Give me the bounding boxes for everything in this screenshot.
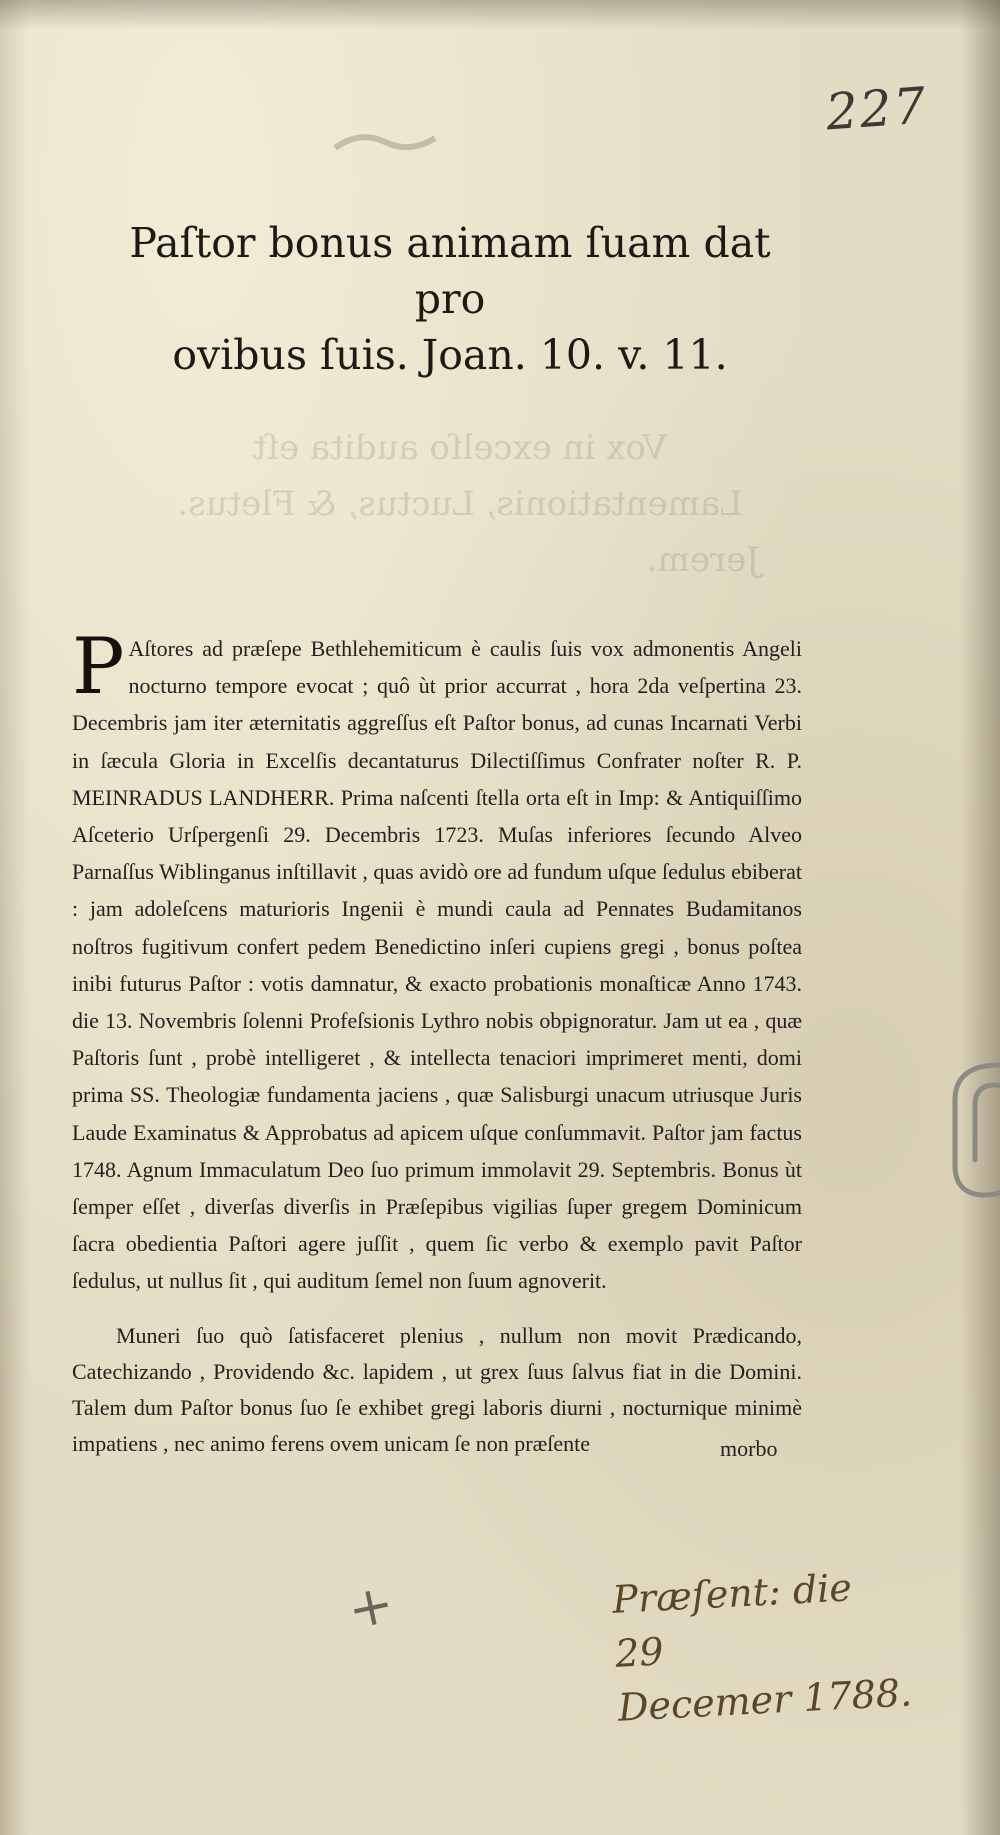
show-through-line-1: Vox in excelſo audita eſt (252, 428, 668, 468)
title-line-1: Paſtor bonus animam ſuam dat pro (129, 219, 771, 323)
note-line-2: Decemer 1788. (616, 1670, 914, 1730)
page-title (100, 215, 800, 383)
show-through-line-2: Lamentationis, Luctus, & Fletus. (177, 484, 743, 524)
page-edge-shadow (0, 0, 1000, 30)
paragraph-1-text: Aſtores ad præſepe Bethlehemiticum è caulis ſuis vox admonentis Angeli nocturno tempore evocat ; quô ùt prior accurrat , hora 2da veſpertina 23. Decembris jam iter æternitatis aggreſſus eſt Paſtor bonus, ad cunas Incarnati Verbi in ſæcula Gloria in Excelſis decantaturus Dilectiſſimus Confrater noſter R. P. MEINRADUS LANDHERR. Prima naſcenti ſtella orta eſt in Imp: & Antiquiſſimo Aſceterio Urſpergenſi 29. Decembris 1723. Muſas inferiores ſecundo Alveo Parnaſſus Wiblinganus inſtillavit , quas avidò ore ad fundum uſque ſedulus ebiberat : jam adoleſcens maturioris Ingenii è mundi caula ad Pennates Budamitanos noſtros fugitivum confert pedem Benedictino inſeri cupiens gregi , bonus poſtea inibi futurus Paſtor : votis damnatur, & exacto probationis monaſticæ Anno 1743. die 13. Novembris ſolenni Profeſsionis Lythro nobis obpignoratur. Jam ut ea , quæ Paſtoris ſunt , probè intelligeret , & intellecta tenaciori imprimeret menti, domi prima SS. Theologiæ fundamenta jaciens , quæ Salisburgi unacum utriusque Juris Laude Examinatus & Approbatus ad apicem uſque conſummavit. Paſtor jam factus 1748. Agnum Immaculatum Deo ſuo primum immolavit 29. Septembris. Bonus ùt ſemper eſſet , diverſas diverſis in Præſepibus vigilias ſuper gregem Dominicum ſacra obedientia Paſtori agere juſſit , quem ſic verbo & exemplo pavit Paſtor ſedulus, ut nullus ſit , qui auditum ſemel non ſuum agnoverit. (72, 636, 802, 1294)
title-line-2: ovibus ſuis. Joan. 10. v. 11. (172, 331, 728, 379)
handwritten-note (611, 1557, 919, 1734)
body-paragraph-1 (72, 622, 802, 1300)
body-paragraph-2 (72, 1318, 802, 1462)
paragraph-2-text: Muneri ſuo quò ſatisfaceret plenius , nullum non movit Prædicando, Catechizando , Providendo &c. lapidem , ut grex ſuus ſalvus fiat in die Domini. Talem dum Paſtor bonus ſuo ſe exhibet gregi laboris diurni , nocturnique minimè impatiens , nec animo ferens ovem unicam ſe non præſente (72, 1323, 802, 1456)
catchword: morbo (720, 1436, 778, 1461)
paperclip-icon (935, 1055, 1000, 1205)
folio-number: 227 (824, 76, 930, 142)
show-through-line-3: Jerem. (646, 540, 760, 580)
drop-cap: P (72, 622, 125, 712)
cross-mark: + (341, 1570, 400, 1643)
ink-smudge (330, 120, 440, 160)
note-line-1: Præſent: die 29 (611, 1565, 853, 1676)
show-through-text (140, 420, 780, 588)
